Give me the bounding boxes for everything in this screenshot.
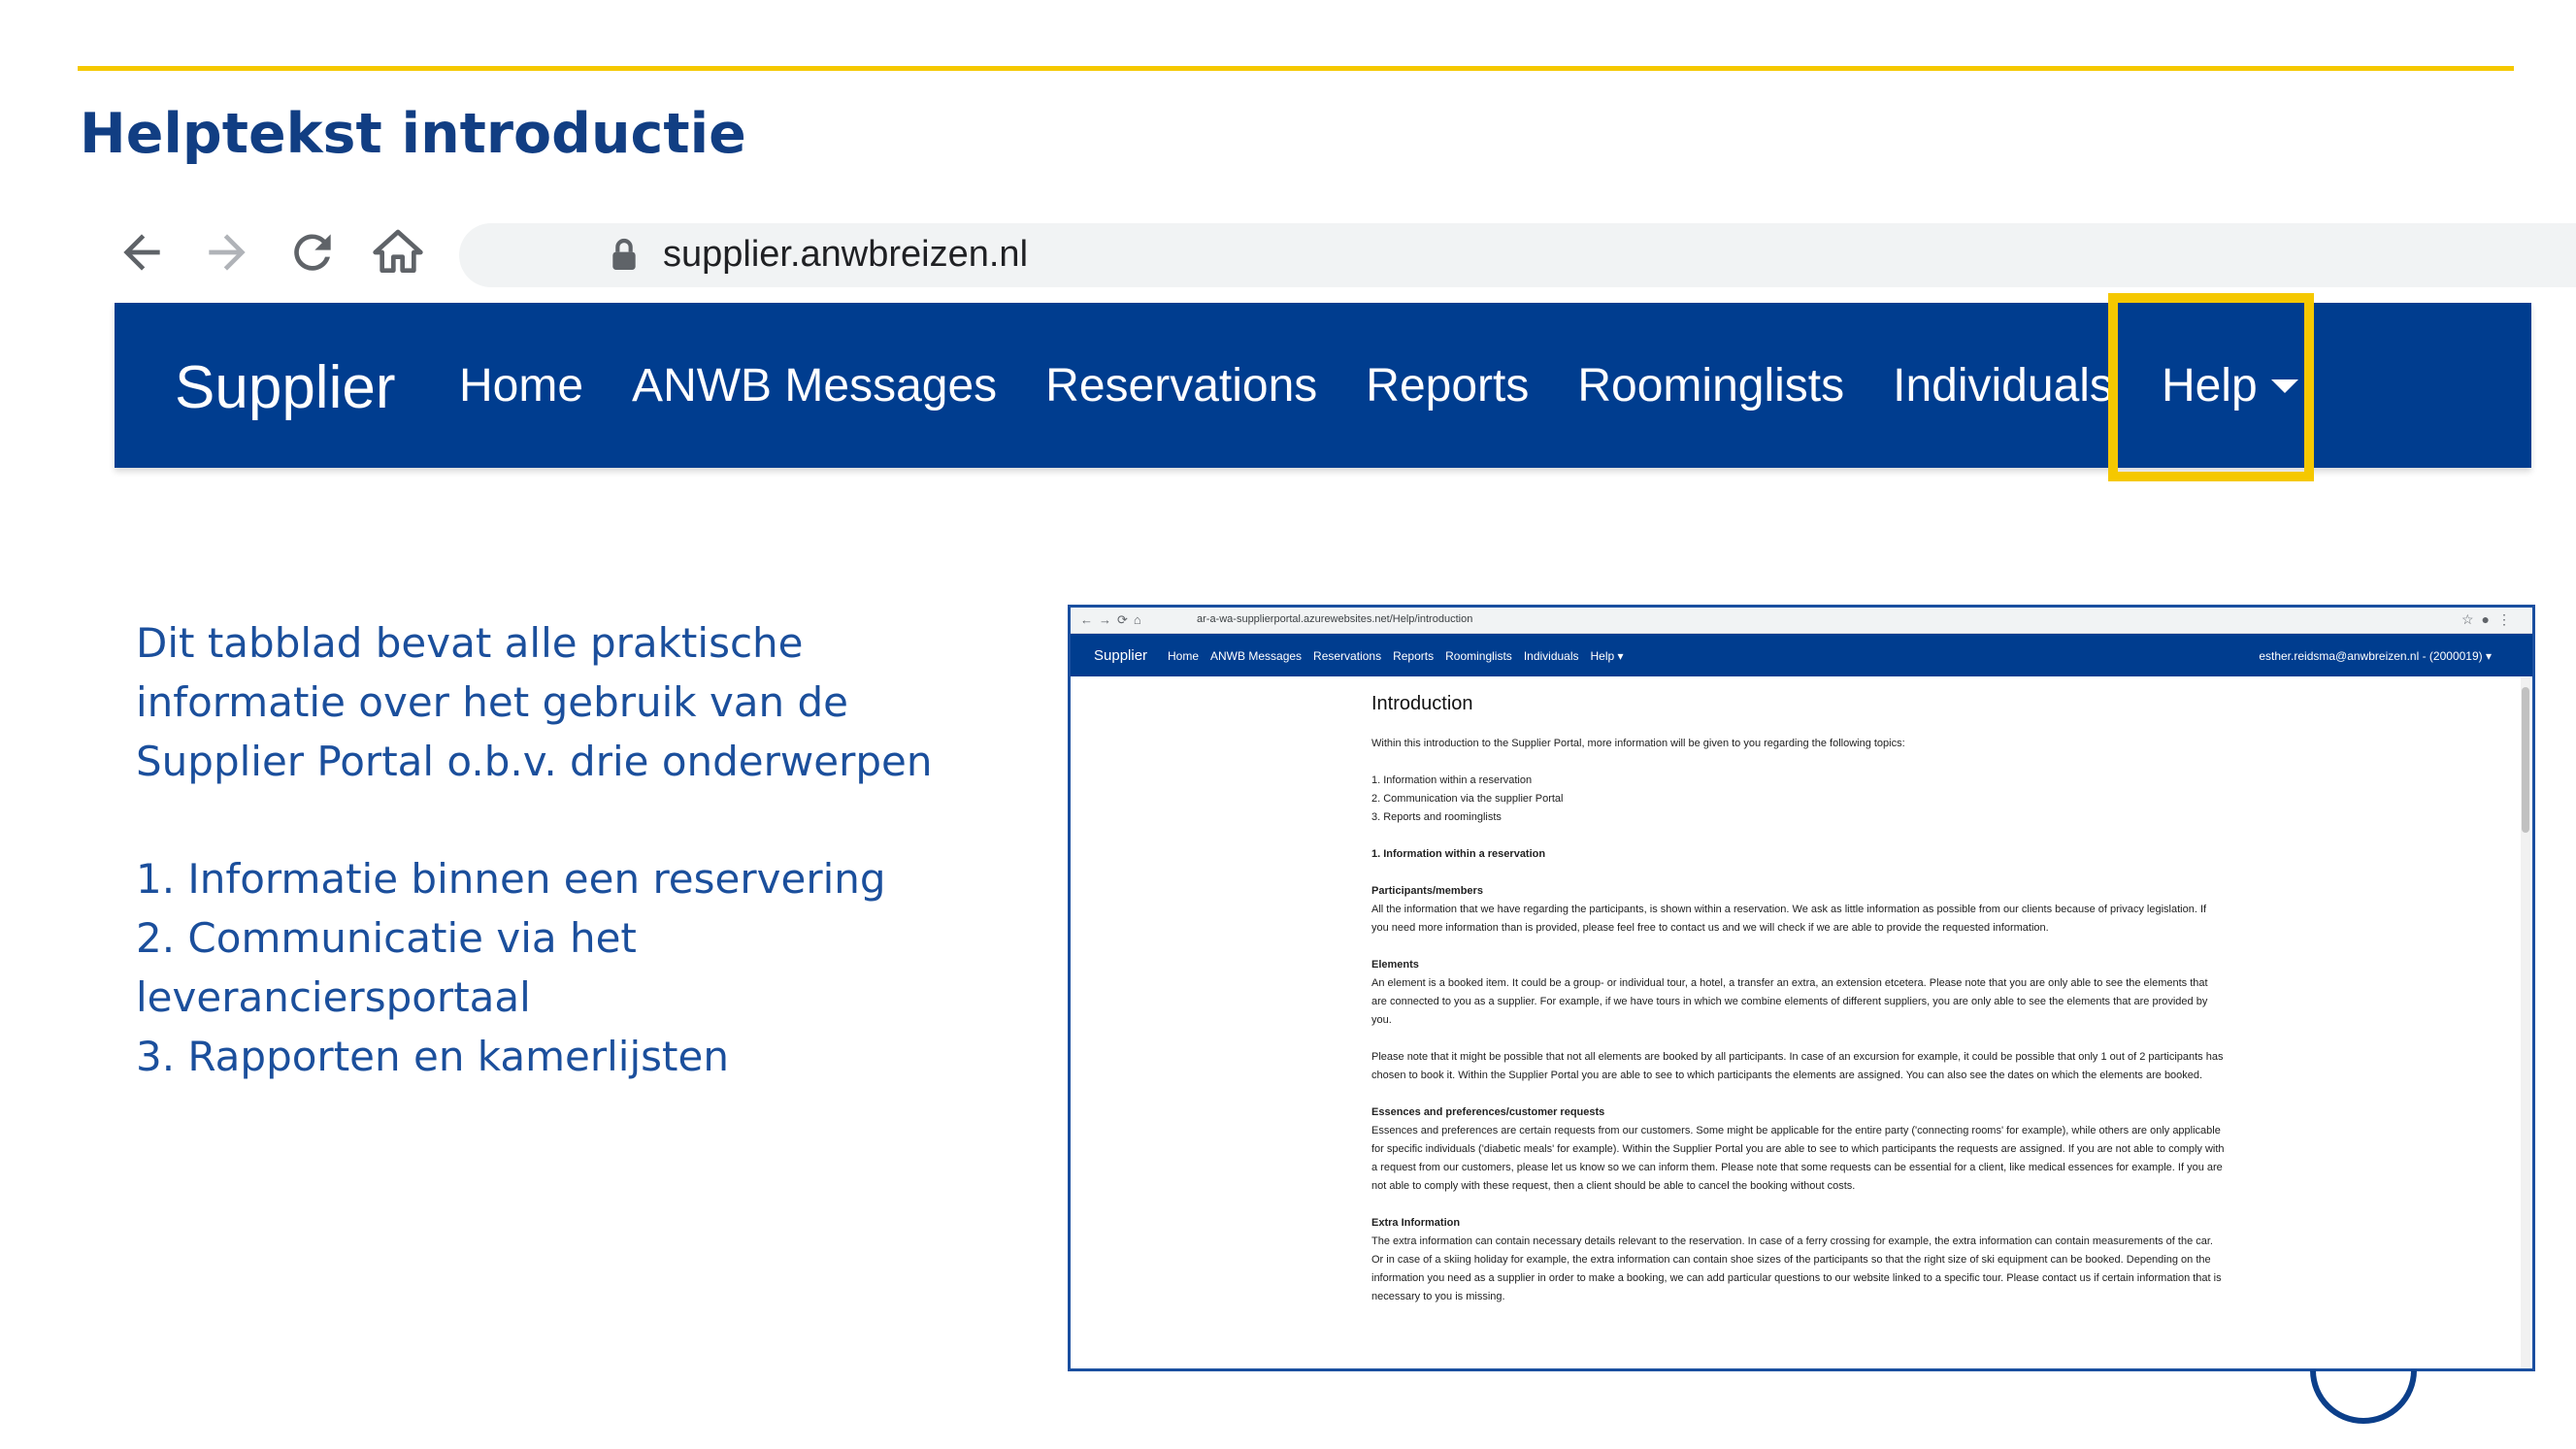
screenshot-browser-bar	[1071, 608, 2532, 634]
screenshot-intro: Within this introduction to the Supplier Portal, more information will be given to you regarding the following topics:	[1371, 738, 1905, 749]
description-item: 3. Rapporten en kamerlijsten	[136, 1033, 729, 1080]
screenshot-nav-icons: ←→⟳⌂	[1080, 612, 1147, 627]
gold-divider	[78, 66, 2514, 71]
browser-toolbar	[115, 214, 2531, 291]
screenshot-nav-links	[1168, 649, 1624, 663]
help-highlight-box	[2108, 293, 2314, 481]
screenshot-block-heading: Elements	[1371, 959, 1419, 971]
nav-individuals[interactable]: Individuals	[1893, 360, 2113, 412]
description-item: 1. Informatie binnen een reservering	[136, 855, 886, 903]
screenshot-nav-link: Individuals	[1523, 649, 1579, 663]
description-intro: Dit tabblad bevat alle praktische informatie over het gebruik van de Supplier Portal o.b.v. drie onderwerpen	[136, 619, 933, 785]
screenshot-brand: Supplier	[1094, 647, 1148, 664]
forward-arrow-icon[interactable]	[200, 225, 254, 280]
nav-home[interactable]: Home	[459, 360, 584, 412]
screenshot-nav-link: Reservations	[1313, 649, 1382, 663]
nav-reports[interactable]: Reports	[1366, 360, 1530, 412]
description-text	[136, 613, 1009, 1086]
screenshot-nav-link: Home	[1168, 649, 1200, 663]
screenshot-section-heading: 1. Information within a reservation	[1371, 848, 1546, 860]
home-icon[interactable]	[371, 225, 425, 280]
screenshot-content	[1371, 693, 2226, 1325]
screenshot-topic: 2. Communication via the supplier Portal	[1371, 793, 1564, 805]
description-item: 2. Communicatie via het leveranciersportaal	[136, 914, 637, 1021]
screenshot-nav-link: Reports	[1393, 649, 1435, 663]
help-page-screenshot	[1068, 605, 2535, 1371]
screenshot-block-heading: Extra Information	[1371, 1217, 1461, 1229]
navbar-links	[459, 359, 2298, 412]
screenshot-block-text: Please note that it might be possible that not all elements are booked by all participants. In case of an excursion for example, it could be possible that only 1 out of 2 participants has chosen to book it. Within the Supplier Portal you are able to see to which participants the elements are assigned. You can also see the dates on which the elements are booked.	[1371, 1051, 2224, 1081]
screenshot-url: ar-a-wa-supplierportal.azurewebsites.net/Help/introduction	[1197, 613, 1473, 625]
screenshot-navbar	[1071, 634, 2532, 676]
nav-reservations[interactable]: Reservations	[1045, 360, 1318, 412]
screenshot-block-text: The extra information can contain necessary details relevant to the reservation. In case of a ferry crossing for example, the extra information can contain measurements of the car. Or in case of a skiing holiday for example, the extra information can contain shoe sizes of the participants so that the right size of ski equipment can be booked. Depending on the information you need as a supplier in order to make a booking, we can add particular questions to our website linked to a specific tour. Please contact us if certain information that is necessary to you is missing.	[1371, 1235, 2222, 1302]
navbar-brand[interactable]: Supplier	[175, 354, 396, 421]
url-text: supplier.anwbreizen.nl	[663, 234, 1029, 275]
screenshot-block-heading: Participants/members	[1371, 885, 1483, 897]
slide-title: Helptekst introductie	[80, 102, 746, 166]
screenshot-block-text: All the information that we have regarding the participants, is shown within a reservation. We ask as little information as possible from our clients because of privacy legislation. If you need more information than is provided, please feel free to contact us and we will check if we are able to provide the requested information.	[1371, 904, 2207, 934]
screenshot-page-title: Introduction	[1371, 693, 1473, 714]
anwb-logo-fragment	[2310, 1370, 2417, 1424]
screenshot-nav-link: ANWB Messages	[1210, 649, 1303, 663]
screenshot-toolbar-icons: ☆●⋮	[2460, 611, 2519, 627]
screenshot-nav-link: Help ▾	[1590, 649, 1624, 663]
screenshot-user-menu: esther.reidsma@anwbreizen.nl - (2000019) ▾	[2259, 649, 2492, 663]
nav-help-label: Help	[2161, 360, 2258, 412]
nav-anwb-messages[interactable]: ANWB Messages	[632, 360, 998, 412]
screenshot-topic: 1. Information within a reservation	[1371, 774, 1533, 786]
reload-icon[interactable]	[285, 225, 340, 280]
screenshot-block-heading: Essences and preferences/customer requests	[1371, 1106, 1605, 1118]
screenshot-nav-link: Roominglists	[1445, 649, 1512, 663]
nav-roominglists[interactable]: Roominglists	[1577, 360, 1845, 412]
back-arrow-icon[interactable]	[115, 225, 169, 280]
lock-icon	[605, 236, 644, 275]
address-bar[interactable]	[459, 223, 2576, 287]
screenshot-topic: 3. Reports and roominglists	[1371, 811, 1502, 823]
screenshot-block-text: Essences and preferences are certain requests from our customers. Some might be applicable for the entire party ('connecting rooms' for example), while others are only applicable for specific individuals ('diabetic meals' for example). Within the Supplier Portal you are able to see to which participants the requests are assigned. If you are not able to comply with a request from our customers, please let us know so we can inform them. Please note that some requests can be essential for a client, like medical essences for example. If you are not able to comply with these request, then a client should be able to cancel the booking without costs.	[1371, 1125, 2225, 1192]
screenshot-block-text: An element is a booked item. It could be a group- or individual tour, a hotel, a transfer an extra, an extension etcetera. Please note that you are only able to see the elements that are connected to you as a supplier. For example, if we have tours in which we combine elements of different suppliers, you are only able to see the elements that are provided by you.	[1371, 977, 2208, 1026]
screenshot-scrollbar	[2521, 677, 2530, 1371]
